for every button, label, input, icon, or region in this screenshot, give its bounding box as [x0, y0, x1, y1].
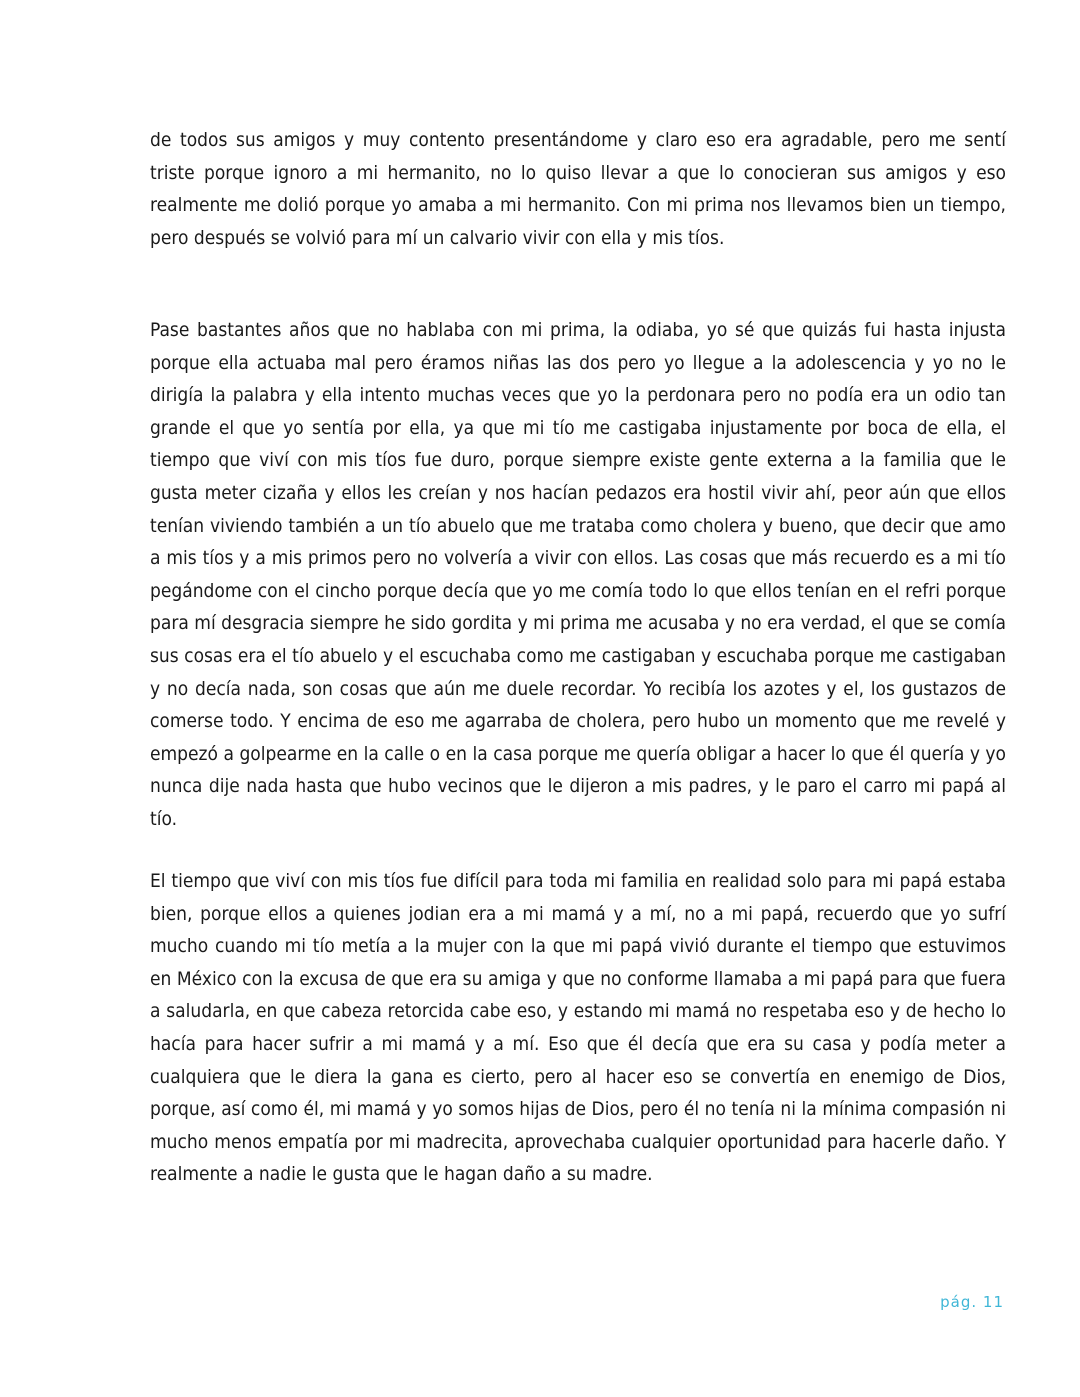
page-number: pág. 11	[940, 1293, 1004, 1311]
paragraph-3: El tiempo que viví con mis tíos fue difícil para toda mi familia en realidad solo para mi papá estaba bien, porque ellos a quienes jodian era a mi mamá y a mí, no a mi papá, recuerdo que yo sufrí mucho cuando mi tío metía a la mujer con la que mi papá vivió durante el tiempo que estuvimos en México con la excusa de que era su amiga y que no conforme llamaba a mi papá para que fuera a saludarla, en que cabeza retorcida cabe eso, y estando mi mamá no respetaba eso y de hecho lo hacía para hacer sufrir a mi mamá y a mí. Eso que él decía que era su casa y podía meter a cualquiera que le diera la gana es cierto, pero al hacer eso se convertía en enemigo de Dios, porque, así como él, mi mamá y yo somos hijas de Dios, pero él no tenía ni la mínima compasión ni mucho menos empatía por mi madrecita, aprovechaba cualquier oportunidad para hacerle daño. Y realmente a nadie le gusta que le hagan daño a su madre.	[150, 870, 1006, 1186]
paragraph-1: de todos sus amigos y muy contento presentándome y claro eso era agradable, pero me sentí triste porque ignoro a mi hermanito, no lo quiso llevar a que lo conocieran sus amigos y eso realmente me dolió porque yo amaba a mi hermanito. Con mi prima nos llevamos bien un tiempo, pero después se volvió para mí un calvario vivir con ella y mis tíos.	[150, 129, 1006, 249]
paragraph-2: Pase bastantes años que no hablaba con mi prima, la odiaba, yo sé que quizás fui hasta injusta porque ella actuaba mal pero éramos niñas las dos pero yo llegue a la adolescencia y yo no le dirigía la palabra y ella intento muchas veces que yo la perdonara pero no podía era un odio tan grande el que yo sentía por ella, ya que mi tío me castigaba injustamente por boca de ella, el tiempo que viví con mis tíos fue duro, porque siempre existe gente externa a la familia que le gusta meter cizaña y ellos les creían y nos hacían pedazos era hostil vivir ahí, peor aún que ellos tenían viviendo también a un tío abuelo que me trataba como cholera y bueno, que decir que amo a mis tíos y a mis primos pero no volvería a vivir con ellos. Las cosas que más recuerdo es a mi tío pegándome con el cincho porque decía que yo me comía todo lo que ellos tenían en el refri porque para mí desgracia siempre he sido gordita y mi prima me acusaba y no era verdad, el que se comía sus cosas era el tío abuelo y el escuchaba como me castigaban y escuchaba porque me castigaban y no decía nada, son cosas que aún me duele recordar. Yo recibía los azotes y el, los gustazos de comerse todo. Y encima de eso me agarraba de cholera, pero hubo un momento que me revelé y empezó a golpearme en la calle o en la casa porque me quería obligar a hacer lo que él quería y yo nunca dije nada hasta que hubo vecinos que le dijeron a mis padres, y le paro el carro mi papá al tío.	[150, 319, 1006, 830]
